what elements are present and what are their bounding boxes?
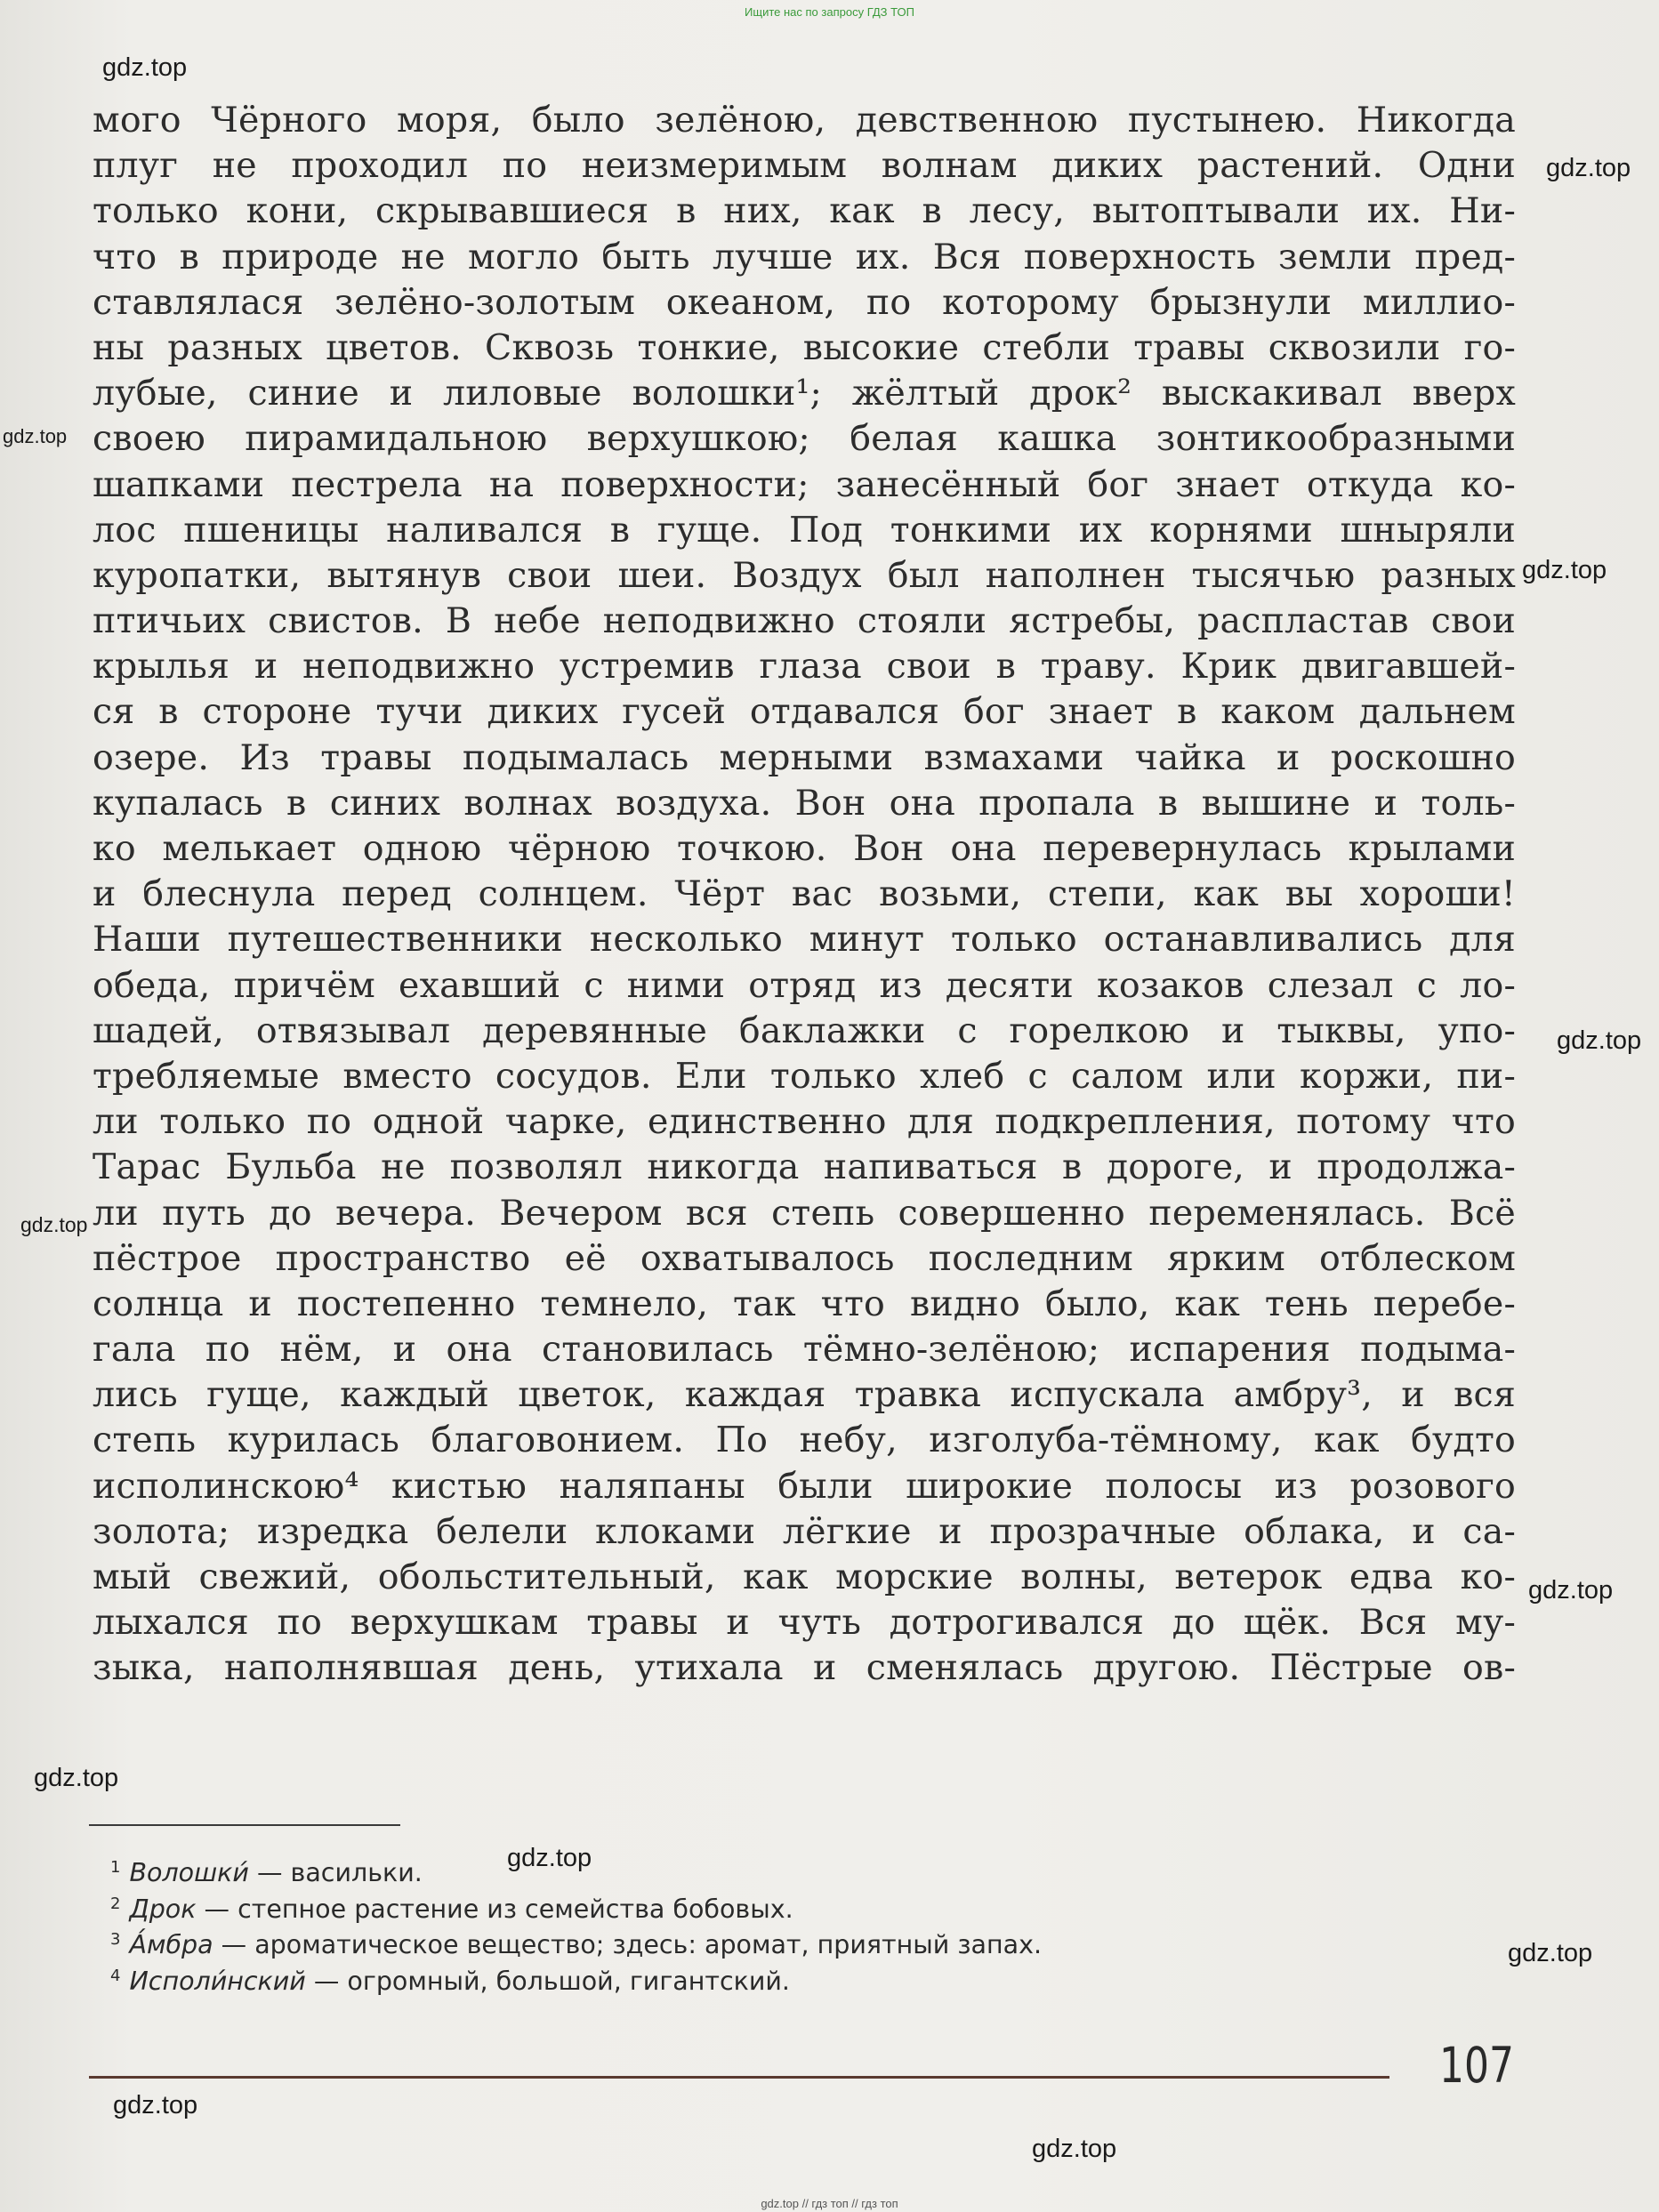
footnote-term: Дрок (129, 1894, 197, 1924)
text-line: плуг не проходил по неизмеримым волнам диких растений. Одни (93, 145, 1516, 187)
watermark: gdz.top (102, 53, 188, 82)
footnote-number: 1 (110, 1858, 121, 1877)
text-line: гала по нём, и она становилась тёмно-зелёною; испарения подыма- (93, 1329, 1516, 1371)
watermark: gdz.top (1522, 556, 1607, 584)
text-line: Тарас Бульба не позволял никогда напиваться в дороге, и продолжа- (93, 1146, 1516, 1188)
text-line: солнца и постепенно темнело, так что видно было, как тень перебе- (93, 1283, 1516, 1324)
watermark: gdz.top (1032, 2135, 1117, 2163)
text-line: лос пшеницы наливался в гуще. Под тонкими их корнями шныряли (93, 509, 1516, 551)
footnote-term: Волошки́ (129, 1858, 249, 1887)
text-line: ся в стороне тучи диких гусей отдавался бог знает в каком дальнем (93, 691, 1516, 733)
footnotes (110, 1850, 1445, 1995)
watermark: gdz.top (34, 1764, 119, 1792)
footnote-number: 3 (110, 1930, 121, 1950)
footnote-number: 2 (110, 1894, 121, 1913)
footnote-3 (110, 1922, 1445, 1959)
page-divider (89, 2076, 1389, 2079)
watermark: gdz.top (1508, 1939, 1593, 1967)
text-line: крылья и неподвижно устремив глаза свои в траву. Крик двигавшей- (93, 646, 1516, 688)
watermark: gdz.top (1557, 1026, 1642, 1055)
text-line: своею пирамидальною верхушкою; белая кашка зонтикообразными (93, 418, 1516, 460)
page-number: 107 (1439, 2037, 1514, 2094)
footnote-term: Исполи́нский (129, 1967, 306, 1997)
text-line: ставлялася зелёно-золотым океаном, по которому брызнули миллио- (93, 281, 1516, 323)
footnote-2 (110, 1886, 1445, 1923)
text-line: степь курилась благовонием. По небу, изголуба-тёмному, как будто (93, 1420, 1516, 1461)
footnote-divider (89, 1824, 400, 1826)
text-line: зыка, наполнявшая день, утихала и сменялась другою. Пёстрые ов- (93, 1647, 1516, 1689)
text-line: куропатки, вытянув свои шеи. Воздух был наполнен тысячью разных (93, 554, 1516, 596)
text-line: требляемые вместо сосудов. Ели только хлеб с салом или коржи, пи- (93, 1055, 1516, 1097)
text-line: и блеснула перед солнцем. Чёрт вас возьми, степи, как вы хороши! (93, 873, 1516, 915)
footnote-4 (110, 1959, 1445, 1995)
watermark: gdz.top (507, 1844, 592, 1872)
footnote-1 (110, 1850, 1445, 1886)
text-line: лыхался по верхушкам травы и чуть дотрогивался до щёк. Вся му- (93, 1602, 1516, 1644)
footnote-term: А́мбра (129, 1930, 213, 1960)
text-line: лись гуще, каждый цветок, каждая травка испускала амбру³, и вся (93, 1374, 1516, 1416)
text-line: ко мелькает одною чёрною точкою. Вон она перевернулась крылами (93, 828, 1516, 869)
watermark: gdz.top (1546, 154, 1631, 182)
text-line: шадей, отвязывал деревянные баклажки с горелкою и тыквы, упо- (93, 1009, 1516, 1051)
watermark: gdz.top (3, 425, 68, 447)
text-line: что в природе не могло быть лучше их. Вся поверхность земли пред- (93, 236, 1516, 278)
text-line: ли только по одной чарке, единственно для подкрепления, потому что (93, 1101, 1516, 1143)
footnote-definition: — ароматическое вещество; здесь: аромат, приятный запах. (213, 1930, 1043, 1960)
text-line: мый свежий, обольстительный, как морские волны, ветерок едва ко- (93, 1556, 1516, 1597)
text-line: купалась в синих волнах воздуха. Вон она пропала в вышине и толь- (93, 782, 1516, 824)
text-line: обеда, причём ехавший с ними отряд из десяти козаков слезал с ло- (93, 964, 1516, 1006)
footnote-definition: — огромный, большой, гигантский. (305, 1967, 790, 1997)
text-line: исполинскою⁴ кистью наляпаны были широкие полосы из розового (93, 1465, 1516, 1507)
body-text (93, 98, 1516, 1692)
footnote-definition: — степное растение из семейства бобовых. (196, 1894, 793, 1924)
text-line: лубые, синие и лиловые волошки¹; жёлтый дрок² выскакивал вверх (93, 373, 1516, 414)
text-line: ли путь до вечера. Вечером вся степь совершенно переменялась. Всё (93, 1192, 1516, 1234)
watermark: gdz.top (113, 2091, 198, 2119)
bottom-banner[interactable]: gdz.top // гдз топ // гдз топ (761, 2197, 898, 2210)
text-line: шапками пестрела на поверхности; занесённый бог знает откуда ко- (93, 463, 1516, 505)
top-banner[interactable]: Ищите нас по запросу ГДЗ ТОП (745, 5, 914, 19)
text-line: только кони, скрывавшиеся в них, как в лесу, вытоптывали их. Ни- (93, 190, 1516, 232)
text-line: озере. Из травы подымалась мерными взмахами чайка и роскошно (93, 736, 1516, 778)
text-line: ны разных цветов. Сквозь тонкие, высокие стебли травы сквозили го- (93, 326, 1516, 368)
text-line: пёстрое пространство её охватывалось последним ярким отблеском (93, 1237, 1516, 1279)
text-line: мого Чёрного моря, было зелёною, девственною пустынею. Никогда (93, 100, 1516, 141)
watermark: gdz.top (1528, 1576, 1614, 1605)
text-line: Наши путешественники несколько минут только останавливались для (93, 919, 1516, 961)
watermark: gdz.top (20, 1213, 88, 1236)
footnote-number: 4 (110, 1967, 121, 1986)
text-line: птичьих свистов. В небе неподвижно стояли ястребы, распластав свои (93, 600, 1516, 642)
footnote-definition: — васильки. (248, 1858, 423, 1887)
text-line: золота; изредка белели клоками лёгкие и прозрачные облака, и са- (93, 1510, 1516, 1552)
